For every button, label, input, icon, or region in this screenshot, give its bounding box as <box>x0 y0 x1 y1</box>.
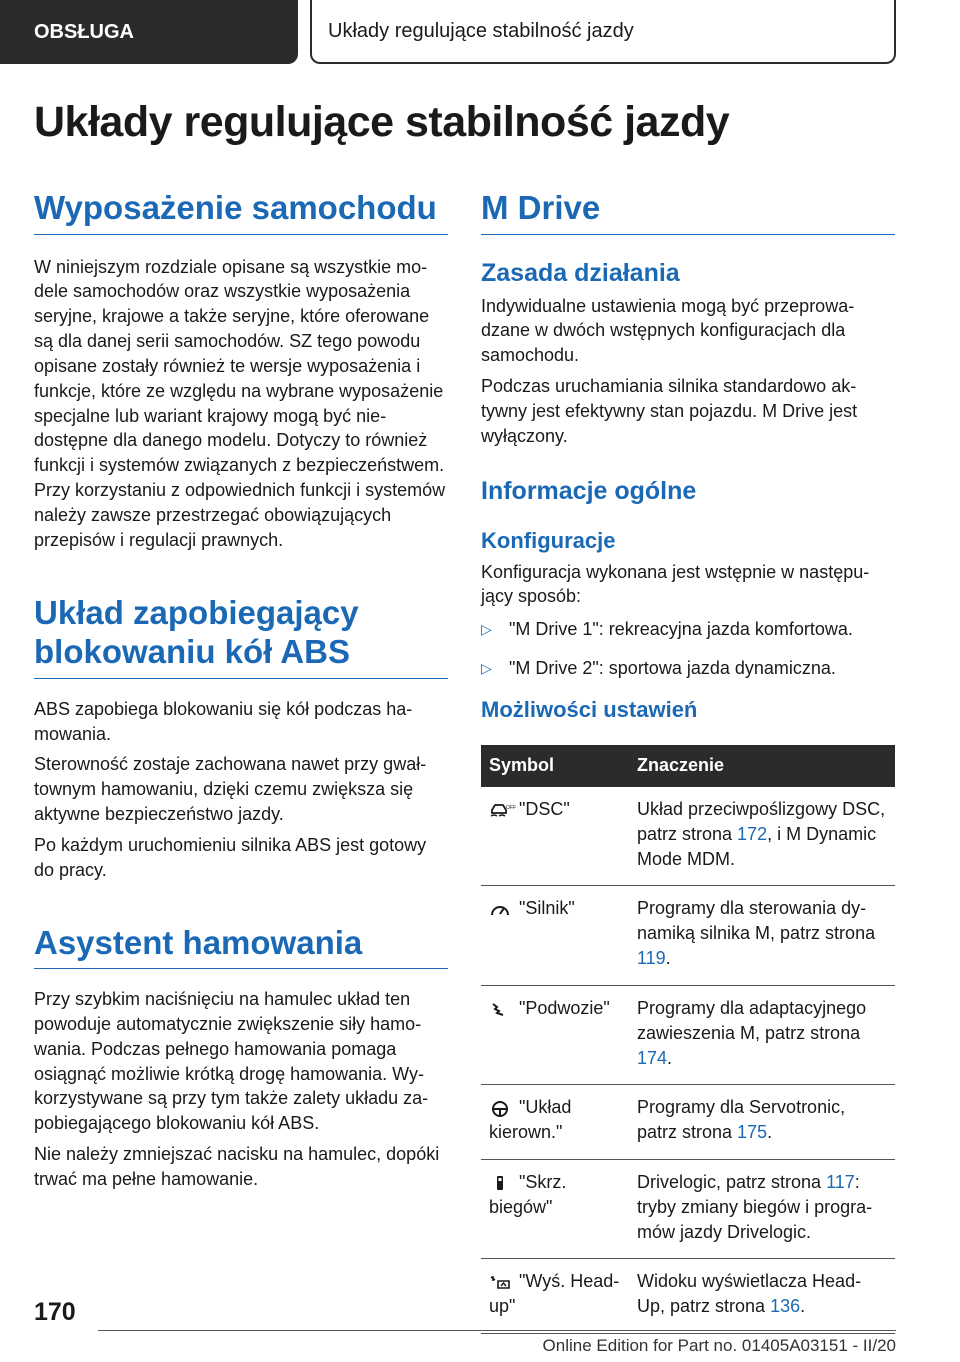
abs-text-3: Po każdym uruchomieniu silnika ABS jest gotowy do pracy. <box>34 834 427 880</box>
page-link[interactable]: 117 <box>826 1171 855 1192</box>
symbol-label: "Skrz. biegów" <box>489 1171 567 1217</box>
meaning-cell <box>629 985 895 1084</box>
symbol-label: "Układ kierown." <box>489 1097 572 1143</box>
right-column <box>481 188 895 1334</box>
table-row <box>481 886 895 985</box>
list-item <box>481 617 895 642</box>
table-row <box>481 985 895 1084</box>
column-header-symbol: Symbol <box>481 745 629 787</box>
symbol-label: "Silnik" <box>519 898 575 919</box>
symbol-label: "Wyś. Head-up" <box>489 1271 620 1317</box>
meaning-text: . <box>767 1122 773 1143</box>
meaning-text: Drivelogic, patrz strona <box>637 1171 827 1192</box>
section-tab <box>0 0 298 64</box>
principle-text-1: Indywidualne ustawienia mogą być przeprowadzane w dwóch wstępnych konfiguracjach dla samochodu. <box>481 295 855 366</box>
suspension-icon <box>489 1001 511 1017</box>
principle-text-2: Podczas uruchamiania silnika standardowo aktywny jest efektywny stan pojazdu. M Drive jest wyłączony. <box>481 376 858 446</box>
settings-table <box>481 745 895 1334</box>
general-info-heading: Informacje ogólne <box>481 476 697 505</box>
abs-heading: Układ zapobiegający blokowaniu kół ABS <box>34 593 448 679</box>
table-row <box>481 1159 895 1258</box>
meaning-text: Widoku wyświetlacza Head-Up, patrz strona <box>637 1271 862 1317</box>
page-link[interactable]: 136 <box>770 1296 801 1317</box>
meaning-text: Programy dla Servotronic, patrz strona <box>637 1097 846 1143</box>
equipment-text: W niniejszym rozdziale opisane są wszystkie modele samochodów oraz wszystkie wyposażenia seryjne, krajowe a także seryjne, które oferowane są dla danej serii samochodów. SZ tego powodu opisane zostały również te wersje wyposażenia i funkcje, które ze względu na wybrane wyposażenie specjalne lub wariant krajowy mogą być niedostępne dla danego modelu. Dotyczy to również funkcji i systemów związanych z bezpieczeństwem. Przy korzystaniu z odpowiednich funkcji i systemów należy zawsze przestrzegać obowiązujących przepisów i regulacji prawnych. <box>34 256 446 550</box>
steering-wheel-icon <box>489 1101 511 1117</box>
head-up-display-icon <box>489 1275 511 1291</box>
configurations-list <box>481 617 895 681</box>
meaning-cell <box>629 1085 895 1160</box>
page-link[interactable]: 172 <box>737 823 768 844</box>
meaning-text: Programy dla sterowania dynamiką silnika M, patrz strona <box>637 898 876 944</box>
meaning-text: : tryby zmiany biegów i programów jazdy Drivelogic. <box>637 1171 873 1242</box>
page-link[interactable]: 119 <box>637 948 666 969</box>
triangle-bullet-icon: ▷ <box>481 621 492 638</box>
table-header-row <box>481 745 895 787</box>
symbol-cell <box>481 985 629 1084</box>
page-link[interactable]: 174 <box>637 1047 668 1068</box>
meaning-text: . <box>665 948 671 969</box>
meaning-text: . <box>800 1296 806 1317</box>
equipment-heading: Wyposażenie samochodu <box>34 188 448 235</box>
engine-gauge-icon <box>489 902 511 918</box>
dsc-icon <box>489 802 516 818</box>
meaning-text: , i M Dynamic Mode MDM. <box>637 823 877 869</box>
triangle-bullet-icon: ▷ <box>481 660 492 677</box>
configurations-heading: Konfiguracje <box>481 527 616 553</box>
table-row <box>481 787 895 886</box>
symbol-cell <box>481 1259 629 1334</box>
chapter-label: Układy regulujące stabilność jazdy <box>328 19 634 42</box>
principle-heading: Zasada działania <box>481 258 680 287</box>
meaning-cell <box>629 787 895 886</box>
m-drive-heading: M Drive <box>481 188 895 235</box>
left-column <box>34 188 448 1198</box>
abs-text-1: ABS zapobiega blokowaniu się kół podczas hamowania. <box>34 698 413 744</box>
meaning-cell <box>629 886 895 985</box>
list-item-text: "M Drive 1": rekreacyjna jazda komfortowa. <box>509 619 853 640</box>
meaning-text: Programy dla adaptacyjnego zawieszenia M, patrz strona <box>637 997 867 1043</box>
symbol-label: "Podwozie" <box>519 997 610 1018</box>
table-row <box>481 1085 895 1160</box>
section-label: OBSŁUGA <box>34 20 134 43</box>
meaning-text: Układ przeciwpoślizgowy DSC, patrz strona <box>637 798 886 844</box>
settings-heading: Możliwości ustawień <box>481 696 698 722</box>
page-title: Układy regulujące stabilność jazdy <box>34 98 730 146</box>
page-number: 170 <box>34 1298 76 1326</box>
symbol-cell <box>481 1159 629 1258</box>
gear-selector-icon <box>489 1175 511 1191</box>
brake-assist-text-1: Przy szybkim naciśnięciu na hamulec układ ten powoduje automatycznie zwiększenie siły hamowania. Podczas pełnego hamowania pomaga osiągnąć możliwie krótką drogę hamowania. Wykorzystywane są przy tym także zalety układu zapobiegającego blokowaniu kół ABS. <box>34 989 429 1134</box>
abs-text-2: Sterowność zostaje zachowana nawet przy gwałtownym hamowaniu, dzięki czemu zwiększa się aktywne bezpieczeństwo jazdy. <box>34 754 427 825</box>
footer-divider <box>98 1330 896 1331</box>
column-header-meaning: Znaczenie <box>629 745 895 787</box>
meaning-cell <box>629 1159 895 1258</box>
meaning-cell <box>629 1259 895 1334</box>
chapter-tab <box>310 0 896 64</box>
brake-assist-heading: Asystent hamowania <box>34 923 448 970</box>
symbol-cell <box>481 787 629 886</box>
table-row <box>481 1259 895 1334</box>
edition-note: Online Edition for Part no. 01405A03151 - II/20 <box>542 1336 896 1355</box>
list-item-text: "M Drive 2": sportowa jazda dynamiczna. <box>509 658 836 679</box>
symbol-cell <box>481 886 629 985</box>
svg-text:OFF: OFF <box>506 805 516 812</box>
page-link[interactable]: 175 <box>737 1122 768 1143</box>
symbol-label: "DSC" <box>519 798 570 819</box>
symbol-cell <box>481 1085 629 1160</box>
meaning-text: . <box>667 1047 673 1068</box>
brake-assist-text-2: Nie należy zmniejszać nacisku na hamulec, dopóki trwać ma pełne hamowanie. <box>34 1144 440 1189</box>
list-item <box>481 656 895 681</box>
configurations-text: Konfiguracja wykonana jest wstępnie w następujący sposób: <box>481 561 870 607</box>
